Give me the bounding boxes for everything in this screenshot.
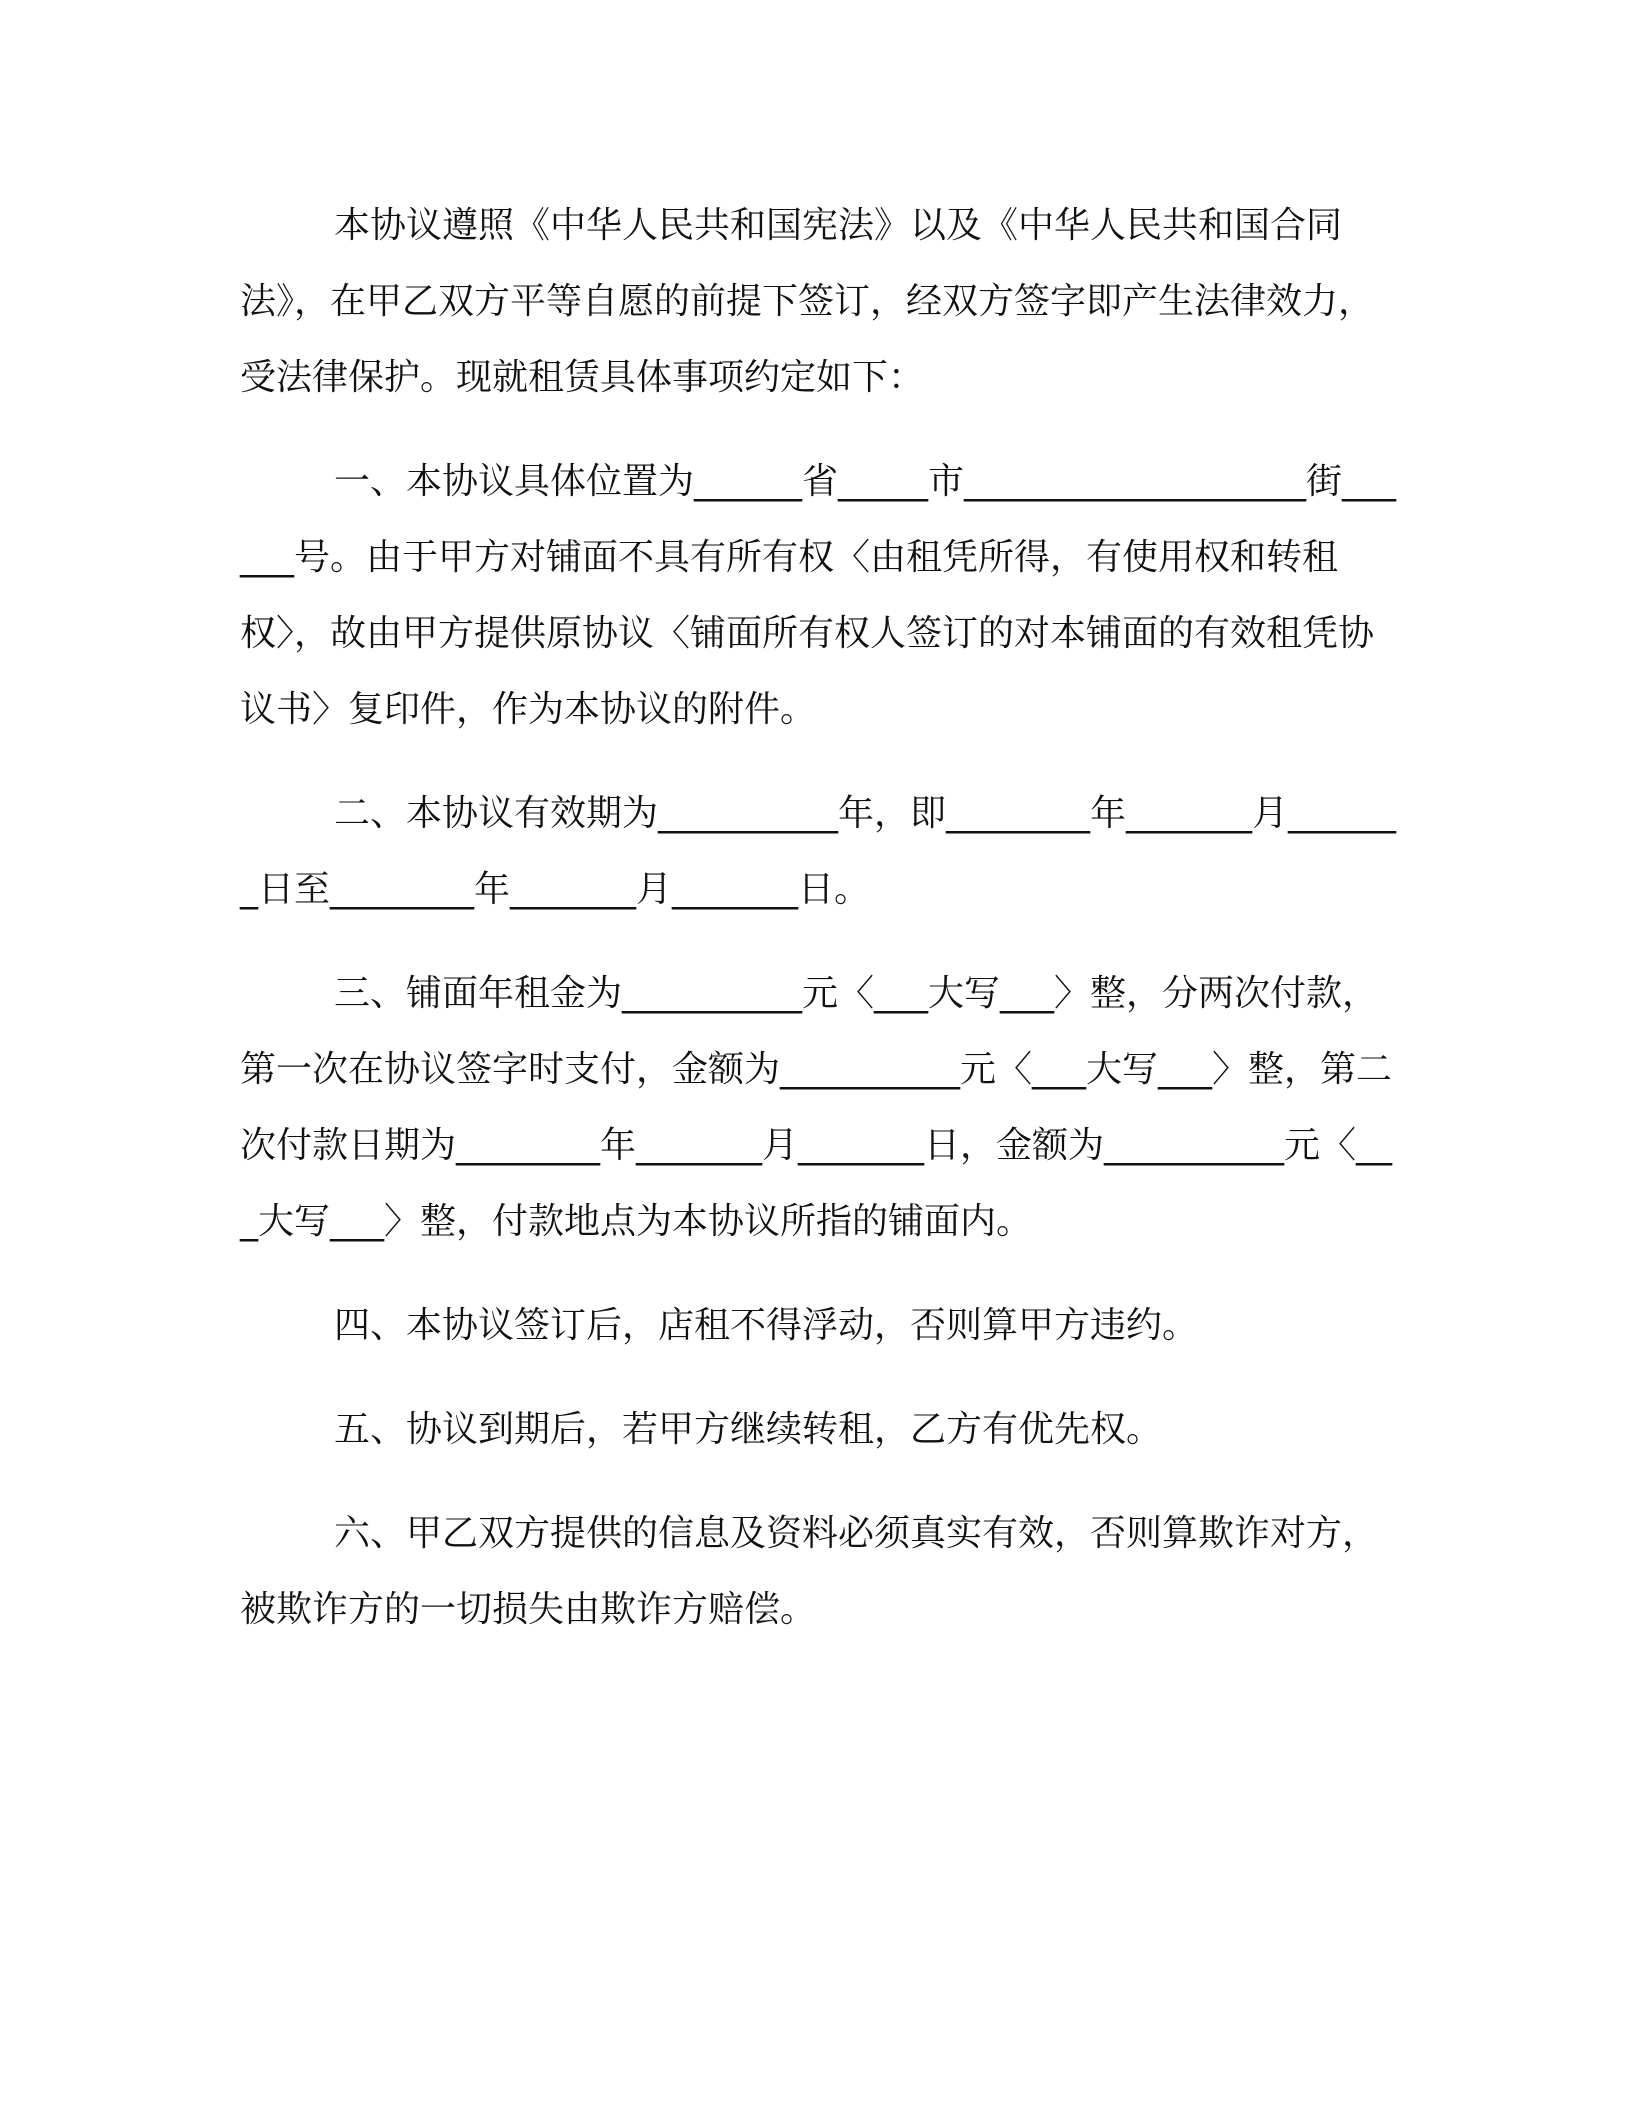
document-body [240,188,1400,1676]
clause-5-priority: 五、协议到期后，若甲方继续转租，乙方有优先权。 [334,1409,1163,1450]
clause-2-term: 二、本协议有效期为__________年，即________年_______月_______日至________年_______月_______日。 [240,793,1397,910]
intro-paragraph: 本协议遵照《中华人民共和国宪法》以及《中华人民共和国合同法》，在甲乙双方平等自愿的前提下签订，经双方签字即产生法律效力，受法律保护。现就租赁具体事项约定如下： [240,205,1375,398]
clause-4-fixed-rent: 四、本协议签订后，店租不得浮动，否则算甲方违约。 [334,1305,1199,1346]
clause-6-truthfulness: 六、甲乙双方提供的信息及资料必须真实有效，否则算欺诈对方，被欺诈方的一切损失由欺诈方赔偿。 [240,1513,1379,1630]
clause-1-location: 一、本协议具体位置为______省_____市___________________街______号。由于甲方对铺面不具有所有权〈由租凭所得，有使用权和转租权〉，故由甲方提供原协议〈铺面所有权人签订的对本铺面的有效租凭协议书〉复印件，作为本协议的附件。 [240,461,1397,730]
clause-3-rent: 三、铺面年租金为__________元〈___大写___〉整，分两次付款，第一次在协议签字时支付，金额为__________元〈___大写___〉整，第二次付款日期为________年_______月_______日，金额为__________元〈___大写___〉整，付款地点为本协议所指的铺面内。 [240,973,1393,1242]
